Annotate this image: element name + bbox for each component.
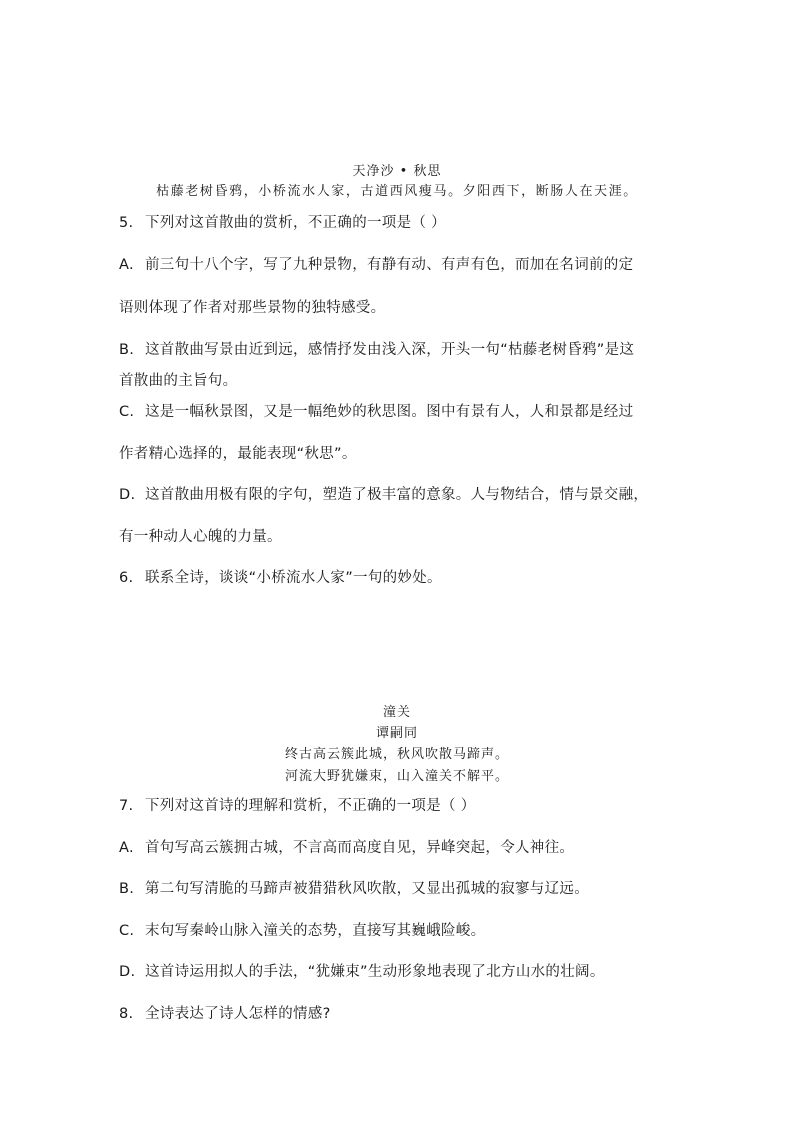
option-letter: D.	[119, 487, 136, 503]
question-number: 5.	[119, 215, 134, 231]
option-letter: D.	[119, 964, 136, 980]
question-6	[119, 566, 442, 587]
poem1-body: 枯藤老树昏鸦，小桥流水人家，古道西风瘦马。夕阳西下，断肠人在天涯。	[156, 184, 638, 199]
q5-option-d	[119, 483, 648, 504]
q5-option-b	[119, 338, 634, 359]
option-letter: A.	[119, 257, 134, 273]
option-letter: C.	[119, 404, 135, 420]
q5-option-c	[119, 400, 633, 421]
option-text: 这首散曲写景由近到远，感情抒发由浅入深，开头一句“枯藤老树昏鸦”是这	[145, 342, 635, 358]
q5-option-a	[119, 253, 633, 274]
q7-option-a	[119, 836, 574, 857]
question-number: 8.	[119, 1006, 134, 1022]
option-text: 这首诗运用拟人的手法，“犹嫌束”生动形象地表现了北方山水的壮阔。	[145, 964, 605, 980]
question-text: 下列对这首诗的理解和赏析，不正确的一项是（ ）	[145, 798, 476, 814]
poem2-author: 谭嗣同	[375, 726, 418, 741]
q5-option-a-cont: 语则体现了作者对那些景物的独特感受。	[119, 300, 386, 316]
question-number: 6.	[119, 570, 134, 586]
q7-option-b	[119, 877, 589, 898]
option-letter: A.	[119, 840, 134, 856]
option-text: 这是一幅秋景图，又是一幅绝妙的秋思图。图中有景有人，人和景都是经过	[145, 404, 634, 420]
question-text: 全诗表达了诗人怎样的情感?	[145, 1006, 331, 1022]
q7-option-d	[119, 960, 605, 981]
question-text: 下列对这首散曲的赏析，不正确的一项是（ ）	[145, 215, 446, 231]
option-text: 末句写秦岭山脉入潼关的态势，直接写其巍峨险峻。	[145, 923, 486, 939]
poem2-title: 潼关	[382, 705, 411, 720]
q5-option-c-cont: 作者精心选择的，最能表现“秋思”。	[119, 446, 357, 462]
question-5	[119, 211, 446, 232]
question-7	[119, 794, 476, 815]
question-text: 联系全诗，谈谈“小桥流水人家”一句的妙处。	[145, 570, 442, 586]
question-number: 7.	[119, 798, 134, 814]
option-letter: B.	[119, 881, 135, 897]
option-text: 首句写高云簇拥古城，不言高而高度自见，异峰突起，令人神往。	[145, 840, 575, 856]
option-text: 第二句写清脆的马蹄声被猎猎秋风吹散，又显出孤城的寂寥与辽远。	[145, 881, 589, 897]
option-letter: B.	[119, 342, 135, 358]
poem2-line1: 终古高云簇此城，秋风吹散马蹄声。	[284, 747, 509, 762]
option-text: 这首散曲用极有限的字句，塑造了极丰富的意象。人与物结合，情与景交融，	[145, 487, 649, 503]
option-letter: C.	[119, 923, 135, 939]
poem1-title: 天净沙 • 秋思	[352, 164, 442, 179]
q7-option-c	[119, 919, 485, 940]
question-8	[119, 1002, 331, 1023]
q5-option-b-cont: 首散曲的主旨句。	[119, 373, 238, 389]
option-text: 前三句十八个字，写了九种景物，有静有动、有声有色，而加在名词前的定	[145, 257, 634, 273]
q5-option-d-cont: 有一种动人心魄的力量。	[119, 529, 282, 545]
poem2-line2: 河流大野犹嫌束，山入潼关不解平。	[284, 769, 509, 784]
